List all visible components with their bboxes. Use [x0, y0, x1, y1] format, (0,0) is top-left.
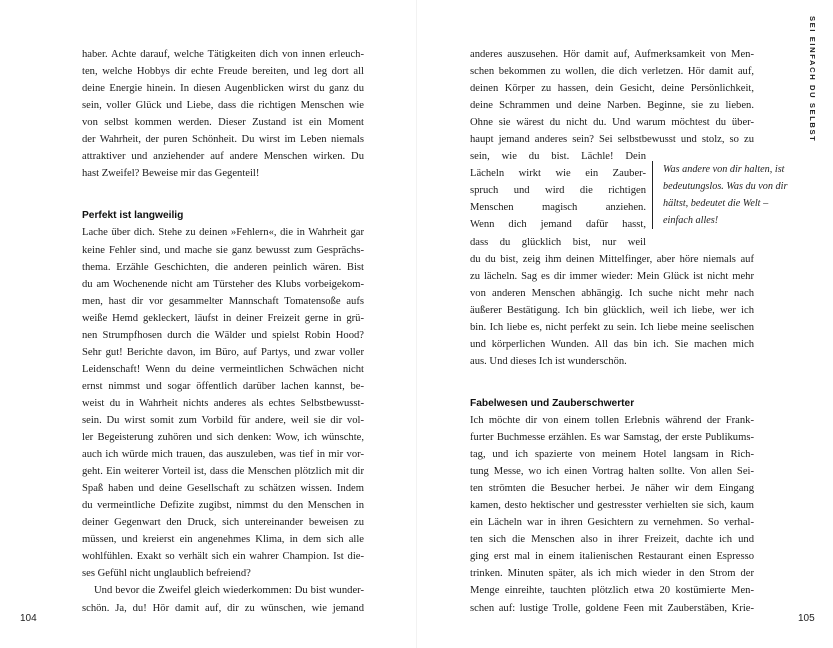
text-line: anderes auszusehen. Hör damit auf, Aufmerksamkeit von Men-: [470, 49, 754, 60]
text-line: schen auf: lustige Trolle, goldene Feen mit Zauberstäben, Krie-: [470, 602, 754, 614]
text-line: haupt jemand anderes sein? Sei selbstbewusst und stolz, so zu: [470, 134, 754, 146]
left-paragraph-3: [82, 582, 364, 616]
running-head: [805, 16, 819, 143]
text-line: ein Lächeln war in ihren Gesichtern zu vernehmen. So verhal-: [470, 517, 754, 529]
text-line: schen bekommen zu wollen, die dich verletzen. Hör damit auf,: [470, 66, 754, 78]
text-line: äußerer Bestätigung. Ich bin glücklich, weil ich liebe, wer ich: [470, 304, 754, 316]
text-line: thema. Erzähle Geschichten, die anderen peinlich wären. Bist: [82, 261, 364, 273]
text-line: men, hast dir vor gesammelter Mannschaft Tomatensoße aufs: [82, 295, 364, 307]
text-line: ten sich die Menschen also in ihrer Freizeit, dachte ich und: [470, 534, 754, 546]
text-line: nen Strumpfhosen durch die Wälder und spielst Robin Hood?: [82, 329, 364, 341]
pull-quote: [652, 161, 819, 229]
text-line: kamen, desto hektischer und gestresster verhielten sie sich, kaum: [470, 500, 754, 512]
page-number-left: 104: [20, 613, 37, 624]
text-line: Und bevor die Zweifel gleich wiederkommen: Du bist wunder-: [94, 585, 364, 597]
left-paragraph-2: [82, 224, 364, 582]
text-line: von selbst kommen werden. Dieser Zustand ist ein Moment: [82, 117, 364, 129]
text-line: ten strömten die Besucher herbei. Je näher wir dem Eingang: [470, 483, 754, 495]
text-line: ging erst mal in einem italienischen Restaurant einen Espresso: [470, 551, 754, 563]
text-line: Sehr gut! Berichte davon, im Büro, auf Partys, und zwar voller: [82, 346, 364, 358]
text-line: der Wahrheit, der puren Schönheit. Du wirst im Leben niemals: [82, 134, 364, 146]
text-line: geht. Ein weiterer Vorteil ist, dass die Menschen plötzlich mit dir: [82, 466, 364, 478]
text-line: sein, wie du bist. Lächle! Dein: [470, 151, 646, 163]
text-line: müssen, und kreierst ein angenehmes Klima, in dem sich alle: [82, 534, 364, 546]
spacer: [470, 387, 754, 395]
text-line: Leidenschaft! Wenn du deine vermeintlichen Schwächen nicht: [82, 363, 364, 375]
right-paragraph-2: [470, 412, 754, 617]
text-line: spruch und wird die richtigen: [470, 185, 646, 197]
left-text-column: [82, 46, 364, 617]
text-line: attraktiver und anziehender auf andere Menschen wirken. Du: [82, 151, 364, 163]
left-paragraph-1: [82, 46, 364, 182]
text-line: Wenn dich jemand dafür hasst,: [470, 219, 646, 231]
left-page: [0, 0, 416, 648]
text-line: sein. Du wirst somit zum Vorbild für andere, weil sie dir vol-: [82, 414, 364, 426]
spacer: [82, 199, 364, 207]
text-line: tag, und ich spazierte von meinem Hotel langsam in Rich-: [470, 449, 754, 461]
text-line: du am Wochenende nicht am Türsteher des Klubs vorbeigekom-: [82, 278, 364, 290]
text-line: Spaß haben und deine Gesellschaft zu schätzen wissen. Indem: [82, 483, 364, 495]
pull-quote-line: Was andere von dir halten, ist: [663, 164, 785, 175]
pull-quote-line: hältst, bedeutet die Welt –: [663, 198, 769, 210]
text-line: furter Buchmesse erzählen. Es war Samstag, der erste Publikums-: [470, 432, 754, 444]
text-line: sein, voller Glück und Liebe, dass die richtigen Menschen wie: [82, 100, 364, 112]
section-heading-perfekt: Perfekt ist langweilig: [82, 210, 184, 222]
section-heading-fabelwesen: Fabelwesen und Zauberschwerter: [470, 397, 635, 409]
text-line: deine Schrammen und deine Narben. Beginne, sie zu lieben.: [470, 100, 754, 112]
text-line: aus. Und dieses Ich ist wunderschön.: [470, 355, 627, 367]
text-line: du du bist, zeig ihm deinen Mittelfinger, aber höre niemals auf: [470, 253, 754, 265]
text-line: Ich möchte dir von einem tollen Erlebnis während der Frank-: [470, 414, 754, 426]
page-number-right: 105: [798, 613, 815, 624]
text-line: keine Fehler sind, und mache sie ganz bewusst zum Gesprächs-: [82, 244, 364, 256]
text-line: ler Begeisterung zuhören und sich denken: Wow, ich wünschte,: [82, 432, 364, 444]
text-line: ten, welche Hobbys dir echte Freude bereiten, und leg dort all: [82, 66, 364, 78]
text-line: deinen Körper zu hassen, dein Gesicht, deine Persönlichkeit,: [470, 83, 754, 95]
right-page: [416, 0, 833, 648]
text-line: weiße Hemd gekleckert, läufst in deiner Freizeit gerne in grü-: [82, 312, 364, 324]
text-line: wohlfühlen. Exakt so verhält sich ein wahrer Champion. Ist die-: [82, 551, 364, 563]
text-line: Lächeln wirkt wie ein Zauber-: [470, 168, 646, 180]
text-line: haber. Achte darauf, welche Tätigkeiten dich von innen erleuch-: [82, 49, 364, 60]
text-line: du vermeintliche Defizite zugibst, nimmst du den Menschen in: [82, 500, 364, 512]
text-line: ses Gefühl nicht unglaublich befreiend?: [82, 568, 251, 580]
text-line: zu lächeln. Sag es dir immer wieder: Mein Glück ist nicht mehr: [470, 270, 754, 282]
text-line: dass du glücklich bist, nur weil: [470, 236, 646, 248]
text-line: schön. Ja, du! Hör damit auf, dir zu wünschen, wie jemand: [82, 602, 364, 614]
text-line: Ohne sie wärest du nicht du. Und warum möchtest du über-: [470, 117, 754, 129]
spacer: [470, 370, 754, 387]
text-line: hast Zweifel? Beweise mir das Gegenteil!: [82, 168, 260, 180]
running-head-text: SEI EINFACH DU SELBST: [808, 16, 817, 143]
text-line: tung Messe, wo ich einen Vortrag halten sollte. Von allen Sei-: [470, 466, 754, 478]
text-line: Menge einreihte, tauchten plötzlich etwa 20 kostümierte Men-: [470, 585, 754, 597]
text-line: auch ich würde mich trauen, das auszuleben, was tief in mir vor-: [82, 449, 364, 461]
text-line: trinken. Minuten später, als ich mich wieder in den Strom der: [470, 568, 754, 580]
text-line: Menschen magisch anziehen.: [470, 202, 646, 214]
right-text-column: [470, 46, 754, 617]
text-line: deiner Gegenwart den Druck, sich untereinander beweisen zu: [82, 517, 364, 529]
text-line: bin. Ich liebe es, nicht perfekt zu sein. Ich liebe meine seelischen: [470, 321, 754, 333]
text-line: deine Energie hinein. In diesen Augenblicken wirst du ganz du: [82, 83, 364, 95]
pull-quote-line: bedeutungslos. Was du von dir: [663, 181, 788, 193]
text-line: Lache über dich. Stehe zu deinen »Fehlern«, die in Wahrheit gar: [82, 227, 364, 239]
spacer: [82, 182, 364, 199]
text-line: von anderen Menschen abhängig. Ich suche nicht mehr nach: [470, 287, 754, 299]
pull-quote-line: einfach alles!: [663, 215, 719, 227]
text-line: ernst nimmst und sogar öffentlich darüber lachen kannst, be-: [82, 380, 364, 392]
text-line: weist du in Wahrheit nichts anderes als echtes Selbstbewusst-: [82, 397, 364, 409]
text-line: und körperlichen Wunden. All das bin ich. Sie machen mich: [470, 338, 754, 350]
